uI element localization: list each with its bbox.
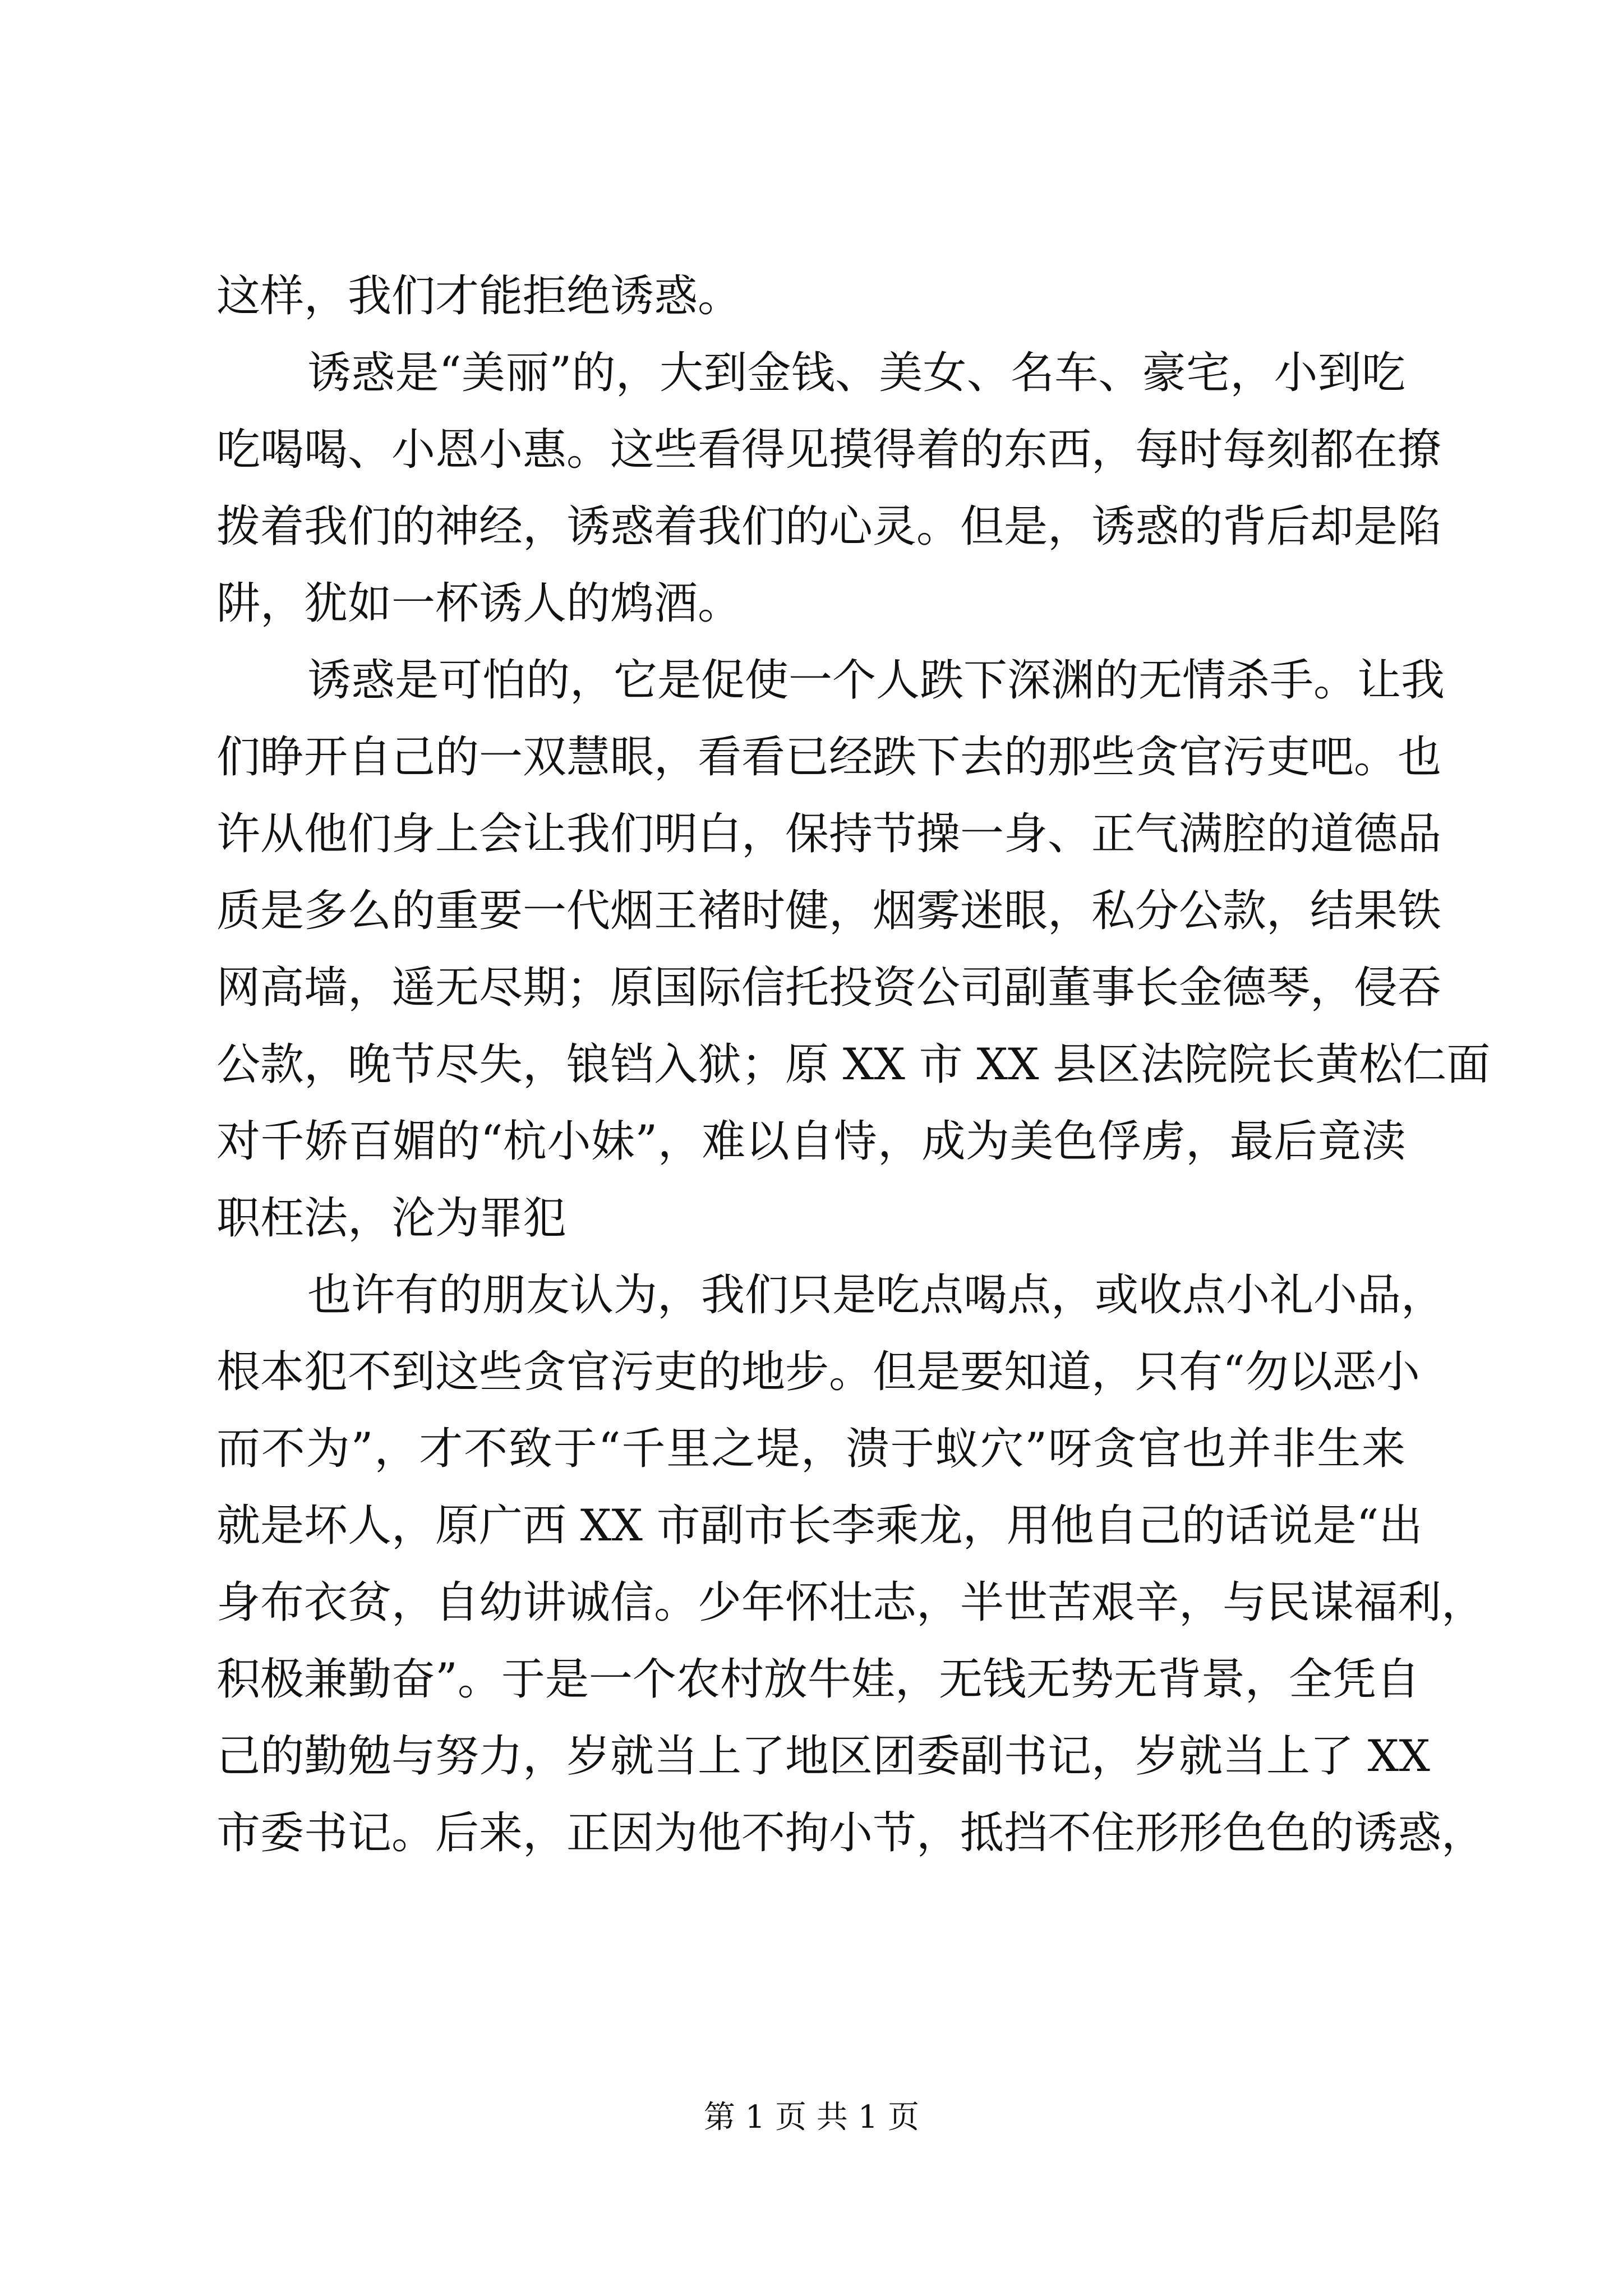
text-line: 诱惑是“美丽”的，大到金钱、美女、名车、豪宅，小到吃: [307, 348, 1405, 398]
text-line: 己的勤勉与努力，岁就当上了地区团委副书记，岁就当上了 XX: [216, 1731, 1430, 1782]
text-line: 市委书记。后来，正因为他不拘小节，抵挡不住形形色色的诱惑，: [216, 1808, 1486, 1858]
document-body: [216, 258, 1491, 1872]
text-line: 就是坏人，原广西 XX 市副市长李乘龙，用他自己的话说是“出: [216, 1501, 1423, 1551]
text-line: 诱惑是可怕的，它是促使一个人跌下深渊的无情杀手。让我: [307, 655, 1445, 706]
page-number-label: 第 1 页 共 1 页: [703, 2099, 920, 2136]
text-line: 根本犯不到这些贪官污吏的地步。但是要知道，只有“勿以恶小: [216, 1347, 1420, 1397]
text-line: 许从他们身上会让我们明白，保持节操一身、正气满腔的道德品: [216, 809, 1442, 859]
text-line: 而不为”，才不致于“千里之堤，溃于蚁穴”呀贪官也并非生来: [216, 1424, 1405, 1474]
text-line: 质是多么的重要一代烟王褚时健，烟雾迷眼，私分公款，结果铁: [216, 886, 1442, 936]
text-line: 网高墙，遥无尽期；原国际信托投资公司副董事长金德琴，侵吞: [216, 963, 1442, 1013]
text-line: 拨着我们的神经，诱惑着我们的心灵。但是，诱惑的背后却是陷: [216, 501, 1442, 552]
text-line: 阱，犹如一杯诱人的鸩酒。: [216, 578, 742, 629]
page-footer: [0, 2095, 1623, 2140]
text-line: 这样，我们才能拒绝诱惑。: [216, 271, 742, 321]
text-line: 积极兼勤奋”。于是一个农村放牛娃，无钱无势无背景，全凭自: [216, 1654, 1420, 1705]
text-line: 对千娇百媚的“杭小妹”，难以自恃，成为美色俘虏，最后竟渎: [216, 1116, 1405, 1167]
text-line: 职枉法，沦为罪犯: [216, 1193, 567, 1244]
text-line: 身布衣贫，自幼讲诚信。少年怀壮志，半世苦艰辛，与民谋福利，: [216, 1577, 1486, 1628]
text-line: 也许有的朋友认为，我们只是吃点喝点，或收点小礼小品，: [307, 1270, 1445, 1320]
text-line: 公款，晚节尽失，锒铛入狱；原 XX 市 XX 县区法院院长黄松仁面: [216, 1039, 1491, 1090]
text-line: 们睁开自己的一双慧眼，看看已经跌下去的那些贪官污吏吧。也: [216, 732, 1442, 783]
text-line: 吃喝喝、小恩小惠。这些看得见摸得着的东西，每时每刻都在撩: [216, 425, 1442, 475]
